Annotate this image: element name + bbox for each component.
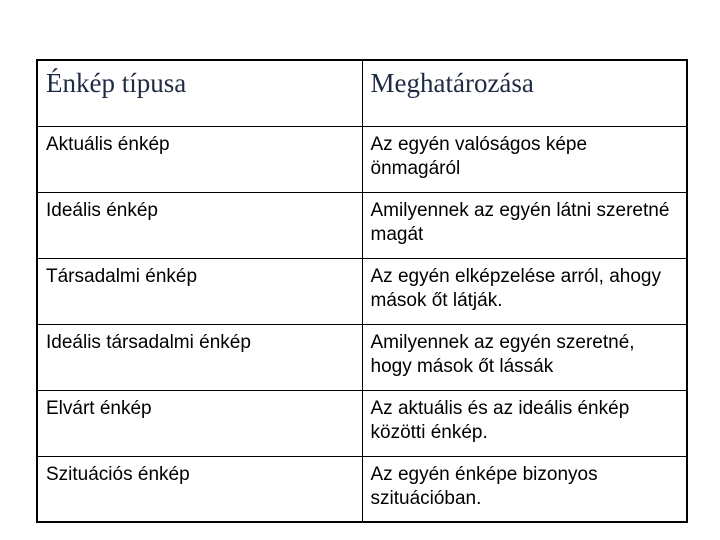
row-definition-cell: Amilyennek az egyén látni szeretné magát [362,192,687,258]
table-row [37,126,687,192]
table-row [37,258,687,324]
table-row [37,324,687,390]
table-row [37,390,687,456]
table-row [37,192,687,258]
row-type-cell: Aktuális énkép [37,126,362,192]
header-type: Énkép típusa [37,60,362,126]
row-definition-cell: Amilyennek az egyén szeretné, hogy mások őt lássák [362,324,687,390]
row-definition-cell: Az aktuális és az ideális énkép közötti énkép. [362,390,687,456]
row-type-cell: Társadalmi énkép [37,258,362,324]
row-type-cell: Ideális társadalmi énkép [37,324,362,390]
self-image-table [36,59,688,523]
header-row [37,60,687,126]
row-definition-cell: Az egyén elképzelése arról, ahogy mások őt látják. [362,258,687,324]
row-type-cell: Ideális énkép [37,192,362,258]
header-definition: Meghatározása [362,60,687,126]
table-row [37,456,687,522]
row-type-cell: Szituációs énkép [37,456,362,522]
row-type-cell: Elvárt énkép [37,390,362,456]
row-definition-cell: Az egyén valóságos képe önmagáról [362,126,687,192]
table-body [37,126,687,522]
row-definition-cell: Az egyén énképe bizonyos szituációban. [362,456,687,522]
table-header [37,60,687,126]
